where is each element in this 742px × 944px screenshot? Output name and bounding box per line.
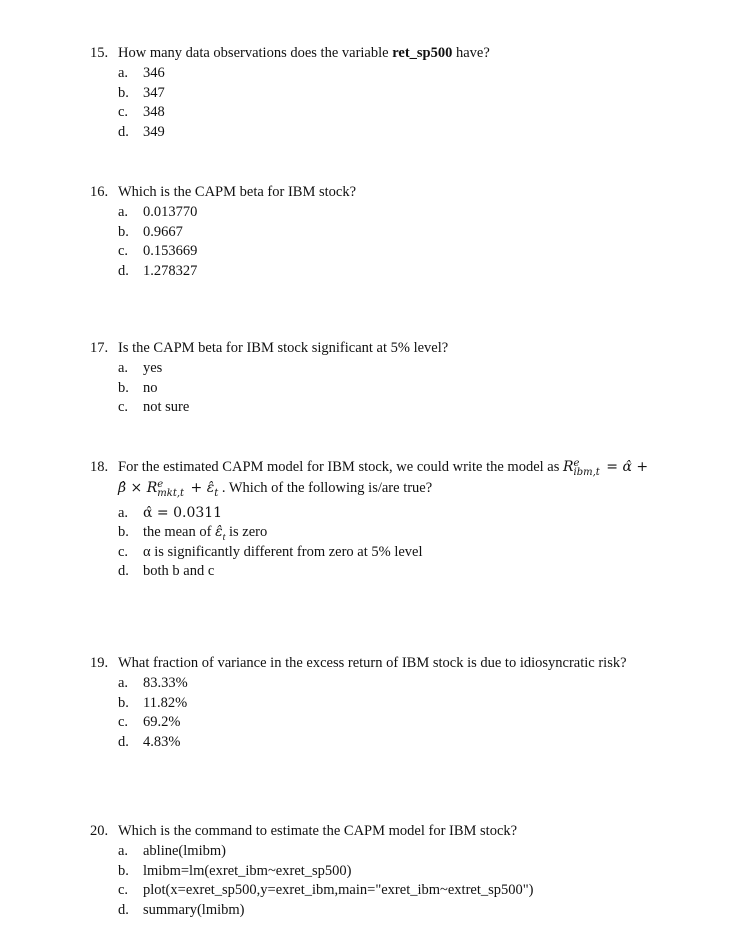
question-number: 15. bbox=[90, 45, 109, 61]
option-c[interactable]: c. 0.153669 bbox=[118, 243, 198, 259]
question-17 bbox=[90, 338, 710, 418]
option-d[interactable]: d. 1.278327 bbox=[118, 262, 198, 279]
question-stem: 18. For the estimated CAPM model for IBM stock, we could write the model as R e ibm,t = α̂ + bbox=[90, 458, 649, 478]
options-list bbox=[90, 842, 710, 920]
variable-name: ret_sp500 bbox=[392, 45, 453, 61]
question-number: 19. bbox=[90, 655, 109, 671]
option-c[interactable]: c. 348 bbox=[118, 104, 165, 120]
option-a[interactable]: a. 0.013770 bbox=[118, 204, 198, 220]
option-d[interactable]: d. summary(lmibm) bbox=[118, 901, 245, 918]
question-19 bbox=[90, 653, 710, 752]
capm-equation-part1: R e ibm,t = α̂ + bbox=[563, 458, 649, 478]
option-b[interactable]: b. no bbox=[118, 379, 158, 396]
options-list bbox=[90, 674, 710, 752]
options-list bbox=[90, 504, 710, 582]
options-list bbox=[90, 359, 710, 418]
option-c[interactable]: c. not sure bbox=[118, 399, 190, 415]
options-list bbox=[90, 203, 710, 281]
option-a[interactable]: a. 83.33% bbox=[118, 675, 188, 691]
option-d[interactable]: d. 4.83% bbox=[118, 733, 181, 750]
option-d[interactable]: d. both b and c bbox=[118, 563, 215, 580]
option-c[interactable]: c. plot(x=exret_sp500,y=exret_ibm,main="exret_ibm~extret_sp500") bbox=[118, 882, 534, 898]
question-stem: 16. Which is the CAPM beta for IBM stock? bbox=[90, 182, 710, 203]
option-c[interactable]: c. α is significantly different from zero at 5% level bbox=[118, 543, 423, 560]
option-b[interactable]: b. lmibm=lm(exret_ibm~exret_sp500) bbox=[118, 862, 352, 879]
capm-equation-part2: β̂ × R e mkt,t + $\varepsilon̂_t$ bbox=[118, 479, 219, 499]
question-number: 20. bbox=[90, 823, 109, 839]
question-stem: 19. What fraction of variance in the excess return of IBM stock is due to idiosyncratic risk? bbox=[90, 653, 710, 674]
question-18 bbox=[90, 457, 710, 582]
option-d[interactable]: d. 349 bbox=[118, 123, 165, 140]
question-stem: 17. Is the CAPM beta for IBM stock significant at 5% level? bbox=[90, 338, 710, 359]
option-a[interactable]: a. abline(lmibm) bbox=[118, 843, 226, 859]
option-b[interactable]: b. the mean of $\varepsilon̂_t$ is zero bbox=[118, 524, 268, 544]
question-number: 16. bbox=[90, 184, 109, 200]
question-number: 18. bbox=[90, 459, 109, 475]
question-number: 17. bbox=[90, 340, 109, 356]
question-16 bbox=[90, 182, 710, 281]
option-b[interactable]: b. 11.82% bbox=[118, 694, 188, 711]
option-c[interactable]: c. 69.2% bbox=[118, 714, 181, 730]
question-stem-continued: β̂ × R e mkt,t + $\varepsilon̂_t$ . Which of the following is/are true? bbox=[118, 479, 433, 499]
question-15 bbox=[90, 43, 710, 142]
option-a[interactable]: a. α̂ = 0.0311 bbox=[118, 504, 223, 521]
option-b[interactable]: b. 347 bbox=[118, 84, 165, 101]
question-20 bbox=[90, 821, 710, 920]
option-a[interactable]: a. yes bbox=[118, 360, 163, 376]
options-list bbox=[90, 64, 710, 142]
question-stem: 20. Which is the command to estimate the CAPM model for IBM stock? bbox=[90, 821, 710, 842]
option-b[interactable]: b. 0.9667 bbox=[118, 223, 183, 240]
question-stem: 15. How many data observations does the variable ret_sp500 have? bbox=[90, 43, 710, 64]
option-a[interactable]: a. 346 bbox=[118, 65, 165, 81]
